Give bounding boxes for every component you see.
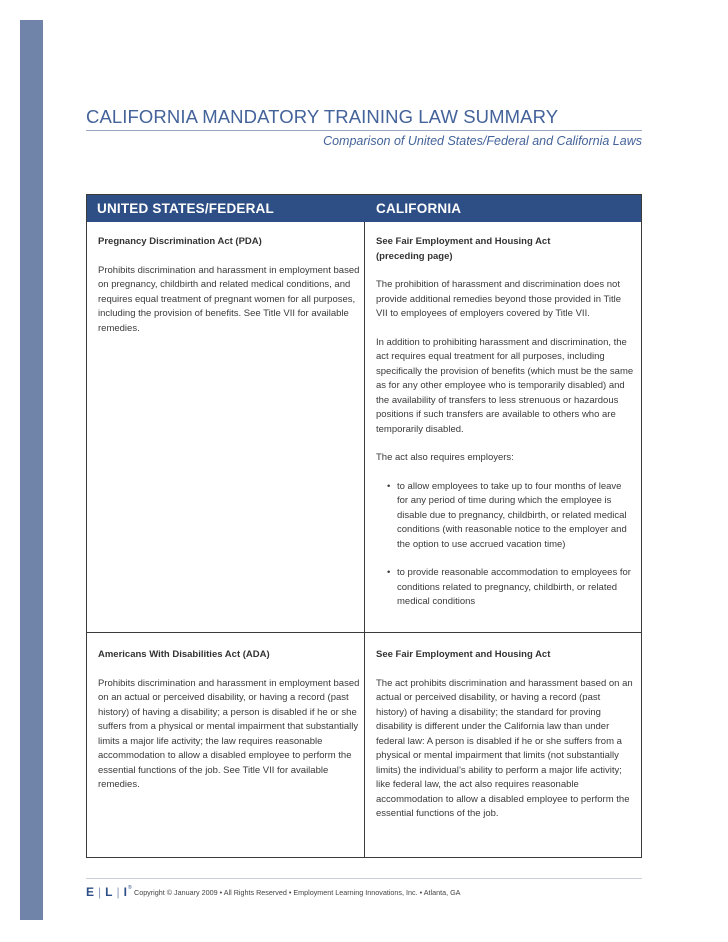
cell-paragraph: Prohibits discrimination and harassment in employment based on pregnancy, childbirth and related medical conditions, and requires equal treatment of pregnant women for all purposes, including the provision of benefits. See Title VII for available remedies. [98,264,360,334]
comparison-table [86,194,642,858]
cell-paragraph: In addition to prohibiting harassment and discrimination, the act requires equal treatment for all purposes, including specifically the provision of benefits (which must be the same as for any other employee who is temporarily disabled) and the availability of transfers to less strenuous or hazardous positions if such transfers are available to others who are temporarily disabled. [376,336,634,435]
cell-paragraph: The act also requires employers: [376,452,514,463]
left-accent-bar [20,20,43,920]
list-item-text: to allow employees to take up to four months of leave for any period of time during which the employee is disable due to pregnancy, childbirth, or related medical conditions (with reasonable notice to the employer and the option to use accrued vacation time) [397,480,627,550]
table-cell-ada-federal [98,648,360,793]
logo-separator: | [116,885,121,899]
list-item [376,566,634,610]
list-item-text: to provide reasonable accommodation to employees for conditions related to pregnancy, childbirth, or related medical conditions [397,567,631,607]
bullet-icon: • [387,480,391,492]
cell-paragraph: Prohibits discrimination and harassment in employment based on an actual or perceived disability, or having a record (past history) of having a disability; a person is disabled if he or she suffers from a physical or mental impairment that substantially limits a major life activity; the law requires reasonable accommodation to allow a disabled employee to perform the essential functions of the job. See Title VII for available remedies. [98,677,360,790]
column-divider [364,222,365,858]
eli-logo [86,885,133,899]
cell-heading-note: (preceding page) [376,250,453,262]
page-subtitle: Comparison of United States/Federal and California Laws [323,134,642,148]
requirements-list [376,480,634,610]
column-header-california: CALIFORNIA [376,201,462,216]
page-title: CALIFORNIA MANDATORY TRAINING LAW SUMMARY [86,106,559,127]
cell-heading: See Fair Employment and Housing Act [376,236,551,247]
table-cell-pda-federal [98,235,360,336]
cell-heading: Pregnancy Discrimination Act (PDA) [98,236,262,247]
row-divider [87,632,641,633]
cell-heading: See Fair Employment and Housing Act [376,649,551,660]
table-cell-ada-california [376,648,634,822]
logo-letter: E [86,885,96,899]
title-divider [86,130,642,131]
table-cell-pda-california [376,235,634,624]
column-header-federal: UNITED STATES/FEDERAL [97,201,274,216]
bullet-icon: • [387,567,391,578]
cell-heading: Americans With Disabilities Act (ADA) [98,649,270,660]
logo-letter: I [123,885,128,899]
copyright-text: Copyright © January 2009 • All Rights Reserved • Employment Learning Innovations, Inc. • Atlanta, GA [134,888,461,897]
table-header [87,195,641,222]
logo-letter: L [105,885,114,899]
list-item [376,480,634,553]
cell-paragraph: The act prohibits discrimination and harassment based on an actual or perceived disability, or having a record (past history) of having a disability; the standard for proving disability is different under the California law than under federal law: A person is disabled if he or she suffers from a physical or mental impairment that limits (not substantially limits) the individual’s ability to perform a major life activity; like federal law, the act also requires reasonable accommodation to allow a disabled employee to perform the essential functions of the job. [376,677,633,819]
logo-separator: | [98,885,103,899]
registered-mark: ® [127,885,133,891]
cell-paragraph: The prohibition of harassment and discrimination does not provide additional remedies beyond those provided in Title VII to employees of employers covered by Title VII. [376,279,622,319]
footer-divider [86,878,642,879]
